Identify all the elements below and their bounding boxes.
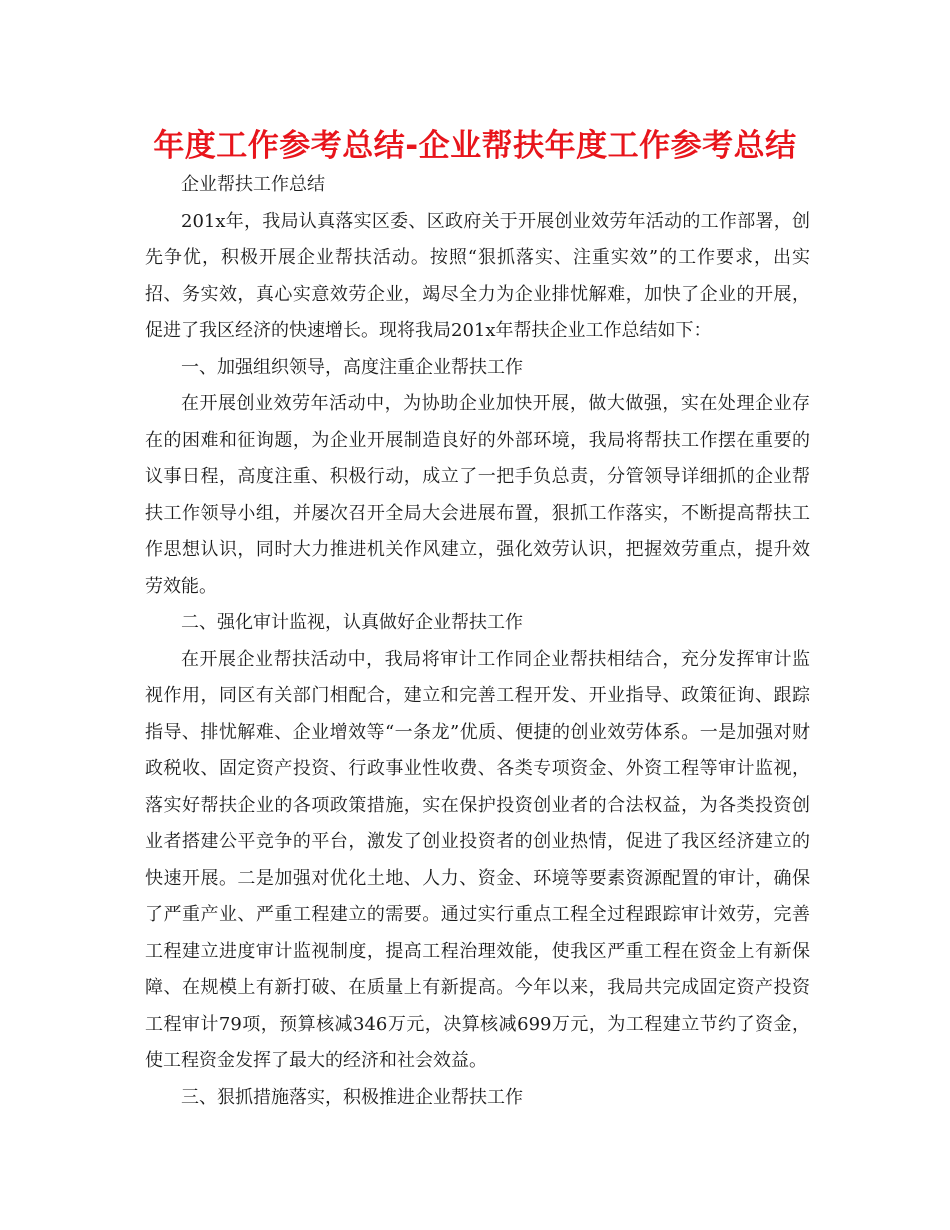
section-heading-2: 二、强化审计监视，认真做好企业帮扶工作 — [181, 612, 523, 633]
paragraph-subtitle: 企业帮扶工作总结 — [181, 174, 325, 195]
paragraph-section-2: 在开展企业帮扶活动中，我局将审计工作同企业帮扶相结合，充分发挥审计监视作用，同区有关部门相配合，建立和完善工程开发、开业指导、政策征询、跟踪指导、排忧解难、企业增效等“一条龙”优质、便捷的创业效劳体系。一是加强对财政税收、固定资产投资、行政事业性收费、各类专项资金、外资工程等审计监视，落实好帮扶企业的各项政策措施，实在保护投资创业者的合法权益，为各类投资创业者搭建公平竞争的平台，激发了创业投资者的创业热情，促进了我区经济建立的快速开展。二是加强对优化土地、人力、资金、环境等要素资源配置的审计，确保了严重产业、严重工程建立的需要。通过实行重点工程全过程跟踪审计效劳，完善工程建立进度审计监视制度，提高工程治理效能，使我区严重工程在资金上有新保障、在规模上有新打破、在质量上有新提高。今年以来，我局共完成固定资产投资工程审计79项，预算核减346万元，决算核减699万元，为工程建立节约了资金，使工程资金发挥了最大的经济和社会效益。 — [145, 648, 810, 1071]
section-heading-1: 一、加强组织领导，高度注重企业帮扶工作 — [181, 356, 523, 378]
document-body — [145, 167, 810, 1116]
paragraph-section-1: 在开展创业效劳年活动中，为协助企业加快开展，做大做强，实在处理企业存在的困难和征询题，为企业开展制造良好的外部环境，我局将帮扶工作摆在重要的议事日程，高度注重、积极行动，成立了一把手负总责，分管领导详细抓的企业帮扶工作领导小组，并屡次召开全局大会进展布置，狠抓工作落实，不断提高帮扶工作思想认识，同时大力推进机关作风建立，强化效劳认识，把握效劳重点，提升效劳效能。 — [145, 393, 810, 597]
section-heading-3: 三、狠抓措施落实，积极推进企业帮扶工作 — [181, 1086, 523, 1108]
paragraph-intro: 201x年，我局认真落实区委、区政府关于开展创业效劳年活动的工作部署，创先争优，积极开展企业帮扶活动。按照“狠抓落实、注重实效”的工作要求，出实招、务实效，真心实意效劳企业，竭尽全力为企业排忧解难，加快了企业的开展，促进了我区经济的快速增长。现将我局201x年帮扶企业工作总结如下： — [145, 210, 810, 341]
document-title: 年度工作参考总结-企业帮扶年度工作参考总结 — [153, 128, 797, 164]
